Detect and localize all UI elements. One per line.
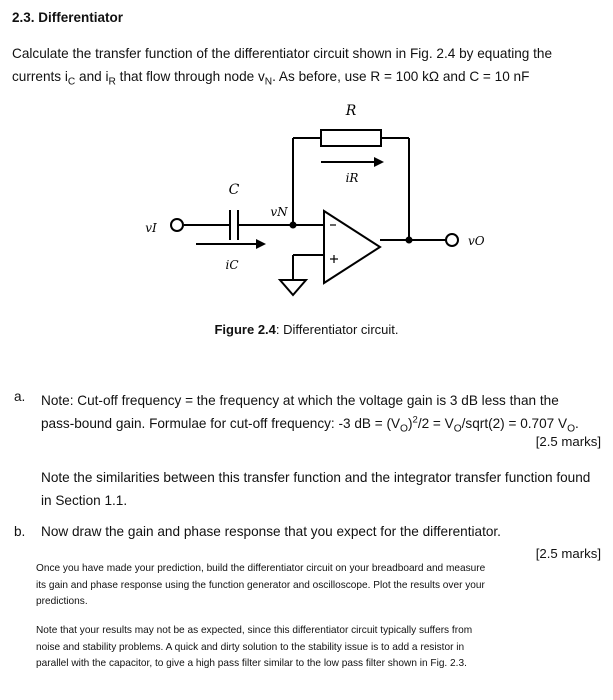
intro-part4: . As before, use R = 100 kΩ and C = 10 nF [272, 69, 530, 84]
question-b-letter: b. [14, 524, 26, 539]
question-a-letter: a. [14, 389, 26, 404]
question-b-text: Now draw the gain and phase response that you expect for the differentiator. [41, 524, 501, 539]
ir-subscript: R [108, 76, 116, 88]
qa-sub-o1: O [400, 423, 408, 435]
qa-sub-o2: O [453, 423, 462, 435]
label-r: R [345, 103, 357, 119]
output-terminal [446, 234, 458, 246]
vn-subscript: N [264, 76, 273, 88]
ic-subscript: C [67, 76, 76, 88]
input-terminal [171, 219, 183, 231]
question-a-line2 [41, 412, 603, 435]
resistor-r [321, 130, 381, 146]
op-amp-triangle [324, 211, 380, 283]
label-c: C [228, 182, 240, 198]
small-note-1: Once you have made your prediction, build the differentiator circuit on your breadboard and measure its gain and phase response using the function generator and oscilloscope. Plot the results over your predictions. [36, 563, 486, 607]
question-a-marks: [2.5 marks] [535, 434, 601, 449]
intro-part1: Calculate the transfer function of the differentiator circuit shown in Fig. 2.4 by equating the currents i [12, 46, 553, 84]
intro-part2: and i [75, 69, 109, 84]
section-title: 2.3. Differentiator [12, 10, 124, 25]
question-b-marks: [2.5 marks] [535, 546, 601, 561]
qa-seg2: ) [407, 416, 413, 431]
node-vn-dot [290, 222, 297, 229]
qa-seg4: /sqrt(2) = 0.707 V [461, 416, 568, 431]
label-vi: vI [145, 221, 157, 235]
figure-label: Figure 2.4 [214, 322, 276, 337]
qa-sup-2: 2 [412, 414, 418, 426]
label-vo: vO [468, 234, 485, 248]
question-a-text [41, 389, 603, 435]
label-ic: iC [225, 258, 239, 272]
intro-paragraph [12, 42, 604, 88]
qa-sub-o3: O [567, 423, 575, 435]
ic-arrow-head [256, 239, 266, 249]
figure-caption [0, 322, 613, 337]
differentiator-circuit-diagram [0, 90, 613, 315]
qa-seg1: pass-bound gain. Formulae for cut-off frequency: -3 dB = (V [41, 416, 401, 431]
figure-caption-text: : Differentiator circuit. [275, 322, 399, 337]
question-a-line1: Note: Cut-off frequency = the frequency at which the voltage gain is 3 dB less than the [41, 393, 559, 408]
small-note-2: Note that your results may not be as expected, since this differentiator circuit typically suffers from noise and stability problems. A quick and dirty solution to the stability issue is to add a resistor in parallel with the capacitor, to give a high pass filter similar to the low pass filter shown in Fig. 2.3. [36, 625, 473, 669]
qa-seg3: /2 = V [417, 416, 454, 431]
label-vn: vN [270, 205, 288, 219]
node-output-dot [406, 237, 413, 244]
qa-seg5: . [575, 416, 579, 431]
ground-symbol [280, 280, 306, 295]
label-ir: iR [345, 171, 359, 185]
ir-arrow-head [374, 157, 384, 167]
intro-part3: that flow through node v [115, 69, 265, 84]
note-similarities: Note the similarities between this transfer function and the integrator transfer function found in Section 1.1. [41, 470, 591, 508]
